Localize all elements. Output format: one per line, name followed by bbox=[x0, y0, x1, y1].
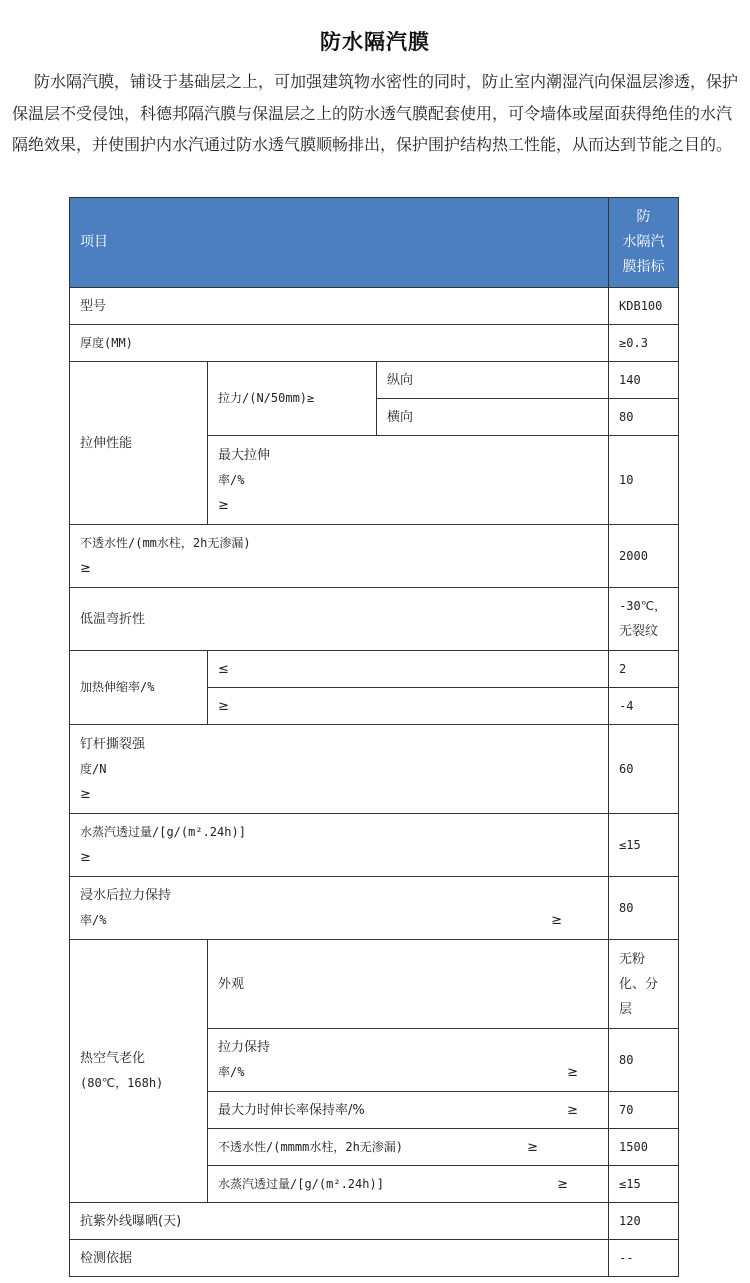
aging-vapor-label: 水蒸汽透过量/[g/(m².24h)] ≥ bbox=[208, 1166, 609, 1203]
max-elongation-value: 10 bbox=[609, 436, 679, 525]
table-row bbox=[70, 651, 679, 688]
tensile-longitudinal-label: 纵向 bbox=[377, 362, 609, 399]
aging-imperm-value: 1500 bbox=[609, 1129, 679, 1166]
table-row bbox=[70, 877, 679, 940]
table-row bbox=[70, 525, 679, 588]
aging-retain-value: 80 bbox=[609, 1029, 679, 1092]
uv-value: 120 bbox=[609, 1203, 679, 1240]
table-row bbox=[70, 1240, 679, 1277]
aging-appearance-value: 无粉 化、分 层 bbox=[609, 940, 679, 1029]
water-soak-label: 浸水后拉力保持 率/% ≥ bbox=[70, 877, 609, 940]
spec-table bbox=[69, 197, 679, 1277]
low-temp-value: -30℃， 无裂纹 bbox=[609, 588, 679, 651]
max-elongation-label: 最大拉伸 率/% ≥ bbox=[208, 436, 609, 525]
table-row bbox=[70, 1203, 679, 1240]
vapor-value: ≤15 bbox=[609, 814, 679, 877]
aging-imperm-label: 不透水性/(mmmm水柱，2h无渗漏) ≥ bbox=[208, 1129, 609, 1166]
nail-tear-label: 钉杆撕裂强 度/N ≥ bbox=[70, 725, 609, 814]
heat-shrink-le-label: ≤ bbox=[208, 651, 609, 688]
water-soak-value: 80 bbox=[609, 877, 679, 940]
table-row bbox=[70, 814, 679, 877]
tensile-transverse-value: 80 bbox=[609, 399, 679, 436]
aging-appearance-label: 外观 bbox=[208, 940, 609, 1029]
tensile-longitudinal-value: 140 bbox=[609, 362, 679, 399]
header-item-cell: 项目 bbox=[70, 198, 609, 288]
heat-shrink-ge-value: -4 bbox=[609, 688, 679, 725]
table-header-row bbox=[70, 198, 679, 288]
page-title: 防水隔汽膜 bbox=[320, 30, 430, 54]
basis-label: 检测依据 bbox=[70, 1240, 609, 1277]
thickness-value: ≥0.3 bbox=[609, 325, 679, 362]
model-label: 型号 bbox=[70, 288, 609, 325]
thickness-label: 厚度(MM) bbox=[70, 325, 609, 362]
table-row bbox=[70, 288, 679, 325]
aging-label: 热空气老化 (80℃，168h) bbox=[70, 940, 208, 1203]
intro-paragraph: 防水隔汽膜，铺设于基础层之上，可加强建筑物水密性的同时，防止室内潮湿汽向保温层渗透，保护保温层不受侵蚀，科德邦隔汽膜与保温层之上的防水透气膜配套使用，可令墙体或屋面获得绝佳的水汽隔绝效果，并使围护内水汽通过防水透气膜顺畅排出，保护围护结构热工性能，从而达到节能之目的。 bbox=[12, 72, 739, 154]
table-row bbox=[70, 362, 679, 399]
low-temp-label: 低温弯折性 bbox=[70, 588, 609, 651]
impermeability-label: 不透水性/(mm水柱，2h无渗漏) ≥ bbox=[70, 525, 609, 588]
impermeability-value: 2000 bbox=[609, 525, 679, 588]
heat-shrink-label: 加热伸缩率/% bbox=[70, 651, 208, 725]
tensile-force-label: 拉力/(N/50mm)≥ bbox=[208, 362, 377, 436]
table-row bbox=[70, 940, 679, 1029]
tensile-label: 拉伸性能 bbox=[70, 362, 208, 525]
aging-retain-label: 拉力保持 率/% ≥ bbox=[208, 1029, 609, 1092]
nail-tear-value: 60 bbox=[609, 725, 679, 814]
vapor-label: 水蒸汽透过量/[g/(m².24h)] ≥ bbox=[70, 814, 609, 877]
model-value: KDB100 bbox=[609, 288, 679, 325]
header-spec-cell: 防 水隔汽 膜指标 bbox=[609, 198, 679, 288]
aging-vapor-value: ≤15 bbox=[609, 1166, 679, 1203]
aging-maxforce-value: 70 bbox=[609, 1092, 679, 1129]
heat-shrink-le-value: 2 bbox=[609, 651, 679, 688]
table-row bbox=[70, 725, 679, 814]
aging-maxforce-label: 最大力时伸长率保持率/% ≥ bbox=[208, 1092, 609, 1129]
uv-label: 抗紫外线曝晒(天) bbox=[70, 1203, 609, 1240]
tensile-transverse-label: 横向 bbox=[377, 399, 609, 436]
table-row bbox=[70, 588, 679, 651]
heat-shrink-ge-label: ≥ bbox=[208, 688, 609, 725]
table-row bbox=[70, 325, 679, 362]
basis-value: -- bbox=[609, 1240, 679, 1277]
